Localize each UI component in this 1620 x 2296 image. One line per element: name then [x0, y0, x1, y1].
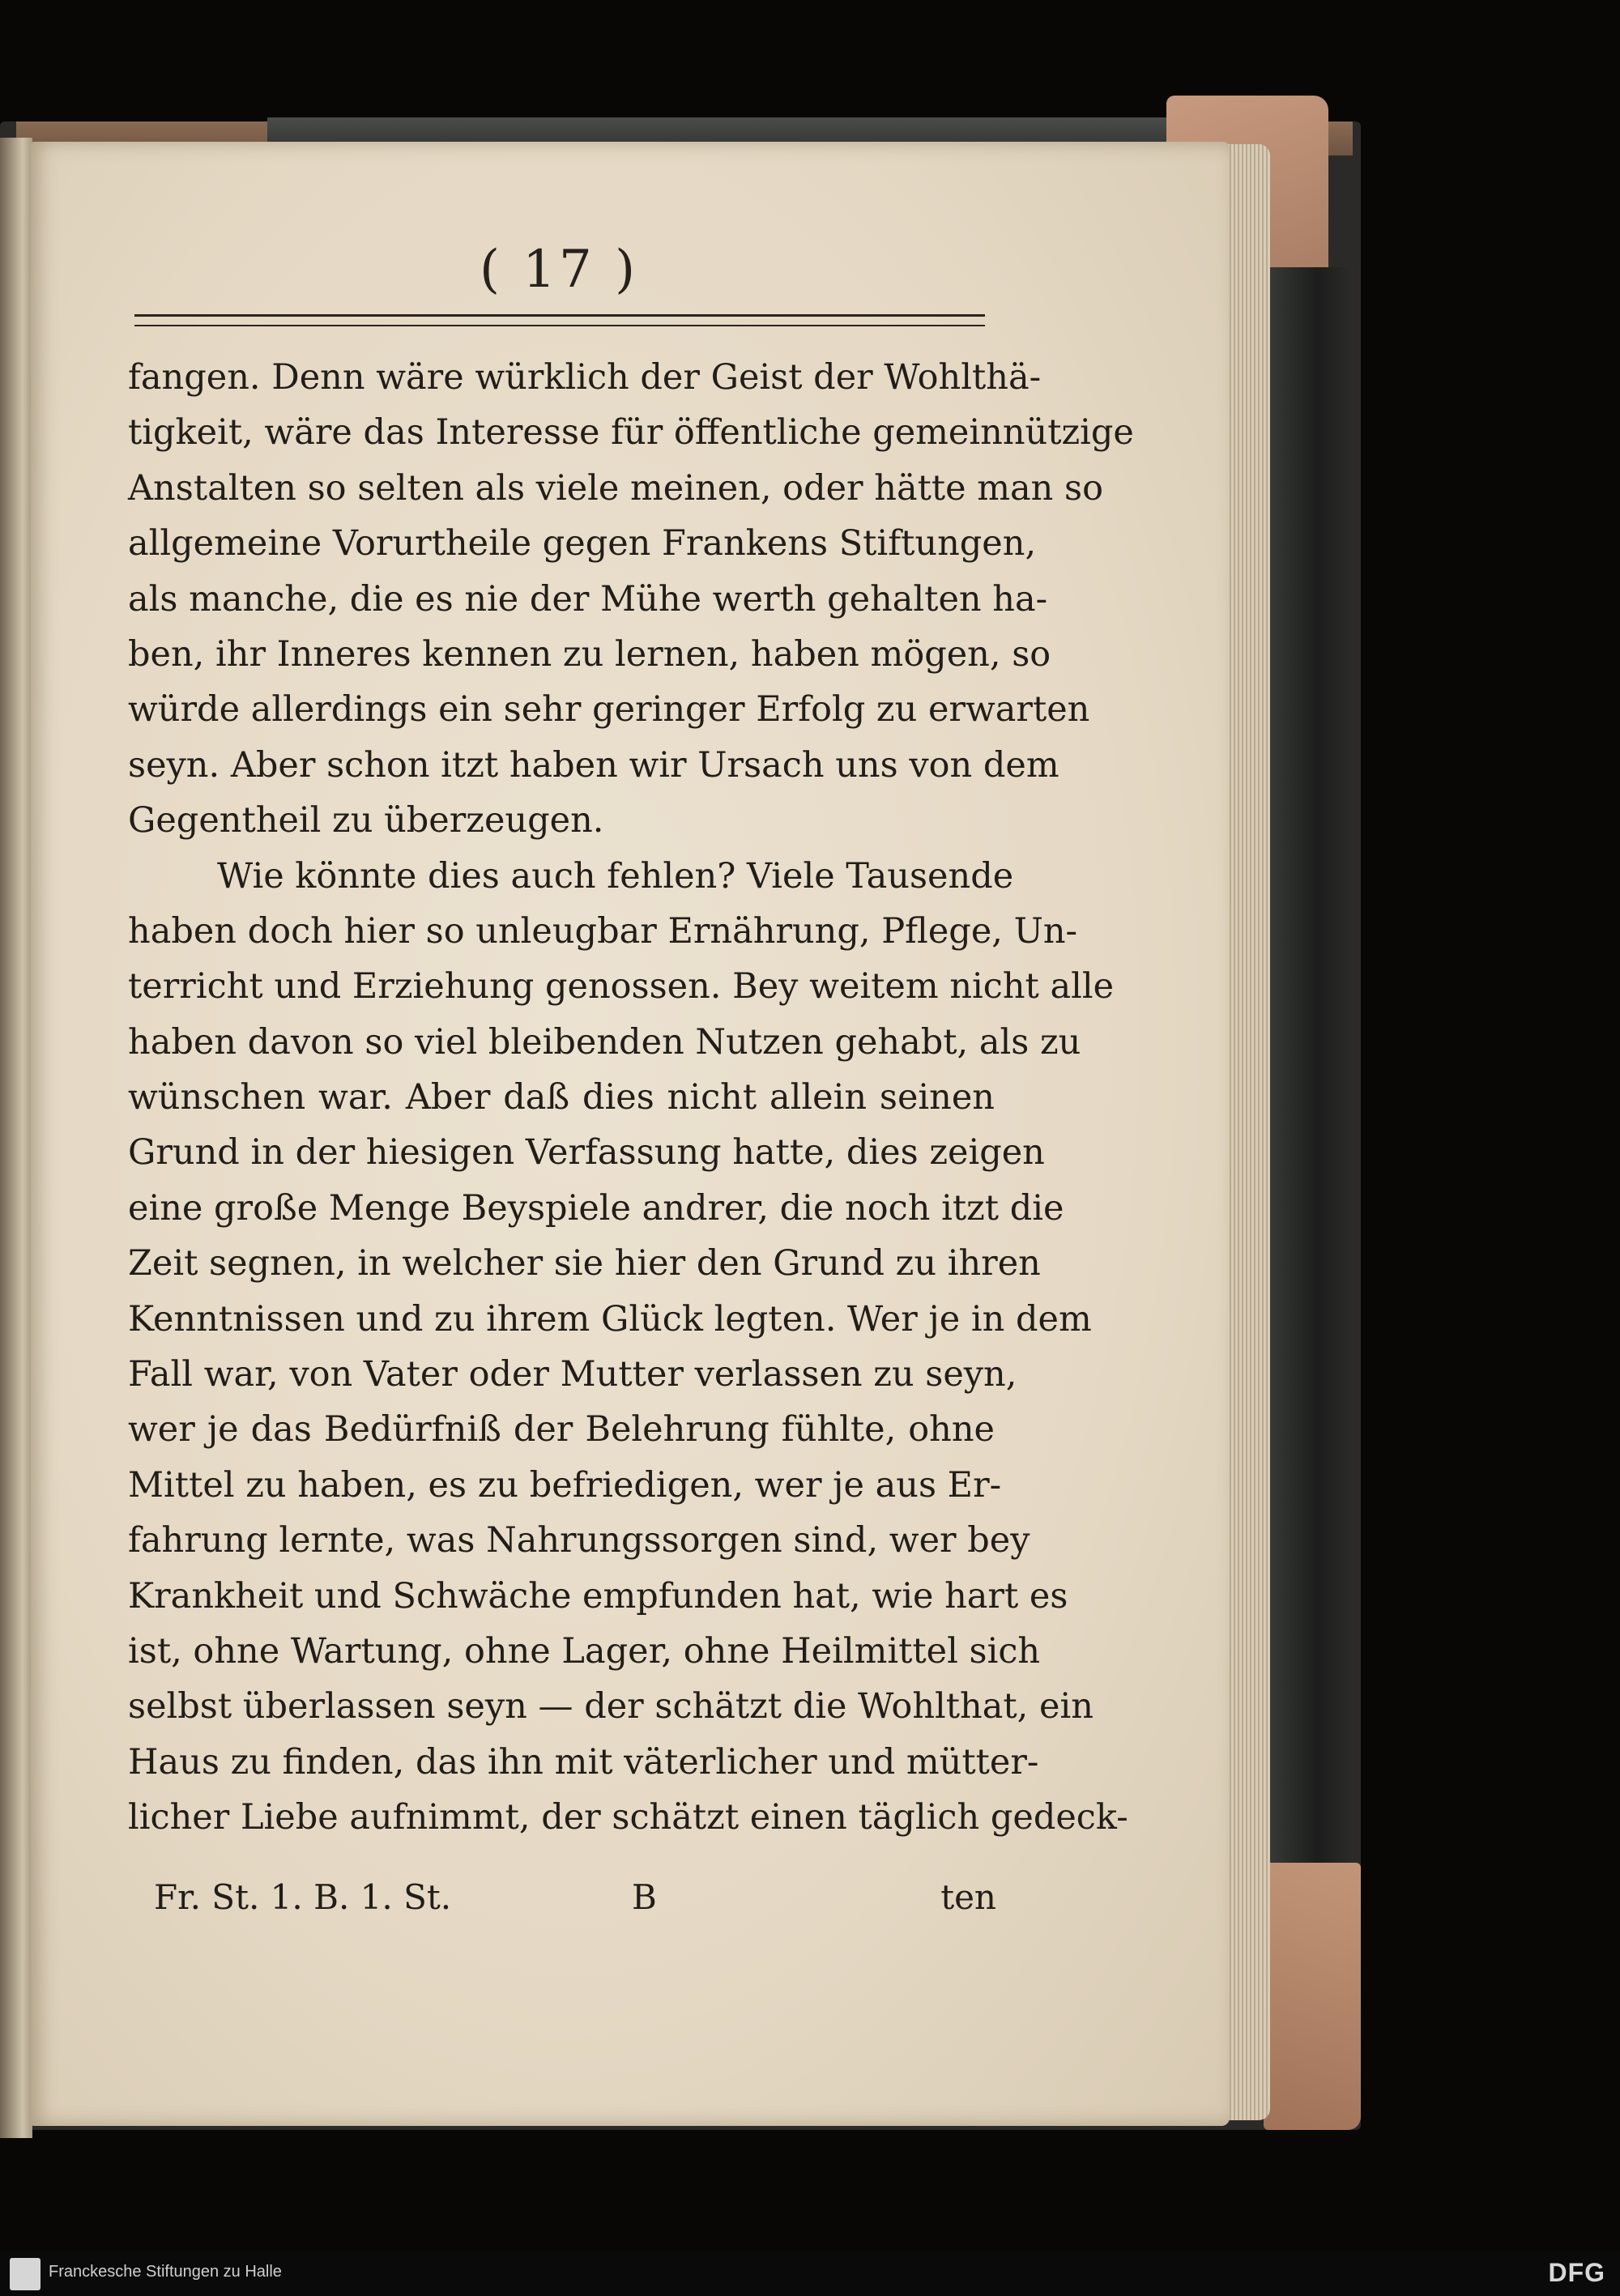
page-footer — [154, 1877, 996, 1926]
text-line: Krankheit und Schwäche empfunden hat, wie hart es — [128, 1575, 1068, 1617]
text-line: haben doch hier so unleugbar Ernährung, Pflege, Un- — [128, 910, 1078, 952]
institution-logo-icon — [10, 2258, 40, 2290]
text-line: allgemeine Vorurtheile gegen Frankens Stiftungen, — [128, 523, 1037, 564]
text-line: ben, ihr Inneres kennen zu lernen, haben mögen, so — [128, 633, 1051, 675]
signature-letter: B — [632, 1877, 657, 1917]
text-line: Zeit segnen, in welcher sie hier den Grund zu ihren — [128, 1243, 1041, 1284]
text-line: fangen. Denn wäre würklich der Geist der Wohlthä- — [128, 357, 1042, 398]
text-line: licher Liebe aufnimmt, der schätzt einen täglich gedeck- — [128, 1797, 1128, 1838]
text-line: Anstalten so selten als viele meinen, oder hätte man so — [128, 467, 1103, 509]
text-line: Grund in der hiesigen Verfassung hatte, dies zeigen — [128, 1132, 1045, 1174]
text-line: selbst überlassen seyn — der schätzt die Wohlthat, ein — [128, 1686, 1094, 1727]
text-line: Wie könnte dies auch fehlen? Viele Tausende — [217, 855, 1014, 897]
text-line: Haus zu finden, das ihn mit väterlicher und mütter- — [128, 1741, 1039, 1783]
text-line: würde allerdings ein sehr geringer Erfolg zu erwarten — [128, 689, 1090, 731]
text-line: Fall war, von Vater oder Mutter verlassen zu seyn, — [128, 1354, 1017, 1395]
text-line: haben davon so viel bleibenden Nutzen gehabt, als zu — [128, 1021, 1081, 1063]
facing-page-edge — [0, 138, 32, 2138]
catchword: ten — [940, 1877, 996, 1917]
text-line: eine große Menge Beyspiele andrer, die noch itzt die — [128, 1187, 1064, 1229]
text-line: wünschen war. Aber daß dies nicht allein seinen — [128, 1077, 995, 1118]
signature-mark: Fr. St. 1. B. 1. St. — [154, 1877, 452, 1917]
page-edges — [1223, 144, 1270, 2120]
text-line: Mittel zu haben, es zu befriedigen, wer je aus Er- — [128, 1464, 1002, 1506]
credit-bar — [0, 2251, 1620, 2296]
text-line: als manche, die es nie der Mühe werth gehalten ha- — [128, 578, 1048, 620]
cover-board-side — [1264, 267, 1353, 1871]
institution-name: Franckesche Stiftungen zu Halle — [49, 2263, 282, 2281]
body-text — [128, 350, 1134, 1846]
page-number: ( 17 ) — [479, 240, 639, 300]
text-line: terricht und Erziehung genossen. Bey weitem nicht alle — [128, 966, 1115, 1007]
text-line: seyn. Aber schon itzt haben wir Ursach uns von dem — [128, 744, 1059, 786]
text-line: wer je das Bedürfniß der Belehrung fühlte, ohne — [128, 1409, 995, 1450]
text-line: ist, ohne Wartung, ohne Lager, ohne Heilmittel sich — [128, 1630, 1041, 1672]
text-line: tigkeit, wäre das Interesse für öffentliche gemeinnützige — [128, 412, 1134, 454]
funder-logo: DFG — [1548, 2258, 1605, 2287]
text-line: Kenntnissen und zu ihrem Glück legten. Wer je in dem — [128, 1298, 1092, 1340]
text-line: Gegentheil zu überzeugen. — [128, 800, 604, 841]
leather-corner-bottom — [1264, 1863, 1361, 2130]
text-line: fahrung lernte, was Nahrungssorgen sind, wer bey — [128, 1520, 1030, 1561]
header-rule — [134, 314, 985, 326]
